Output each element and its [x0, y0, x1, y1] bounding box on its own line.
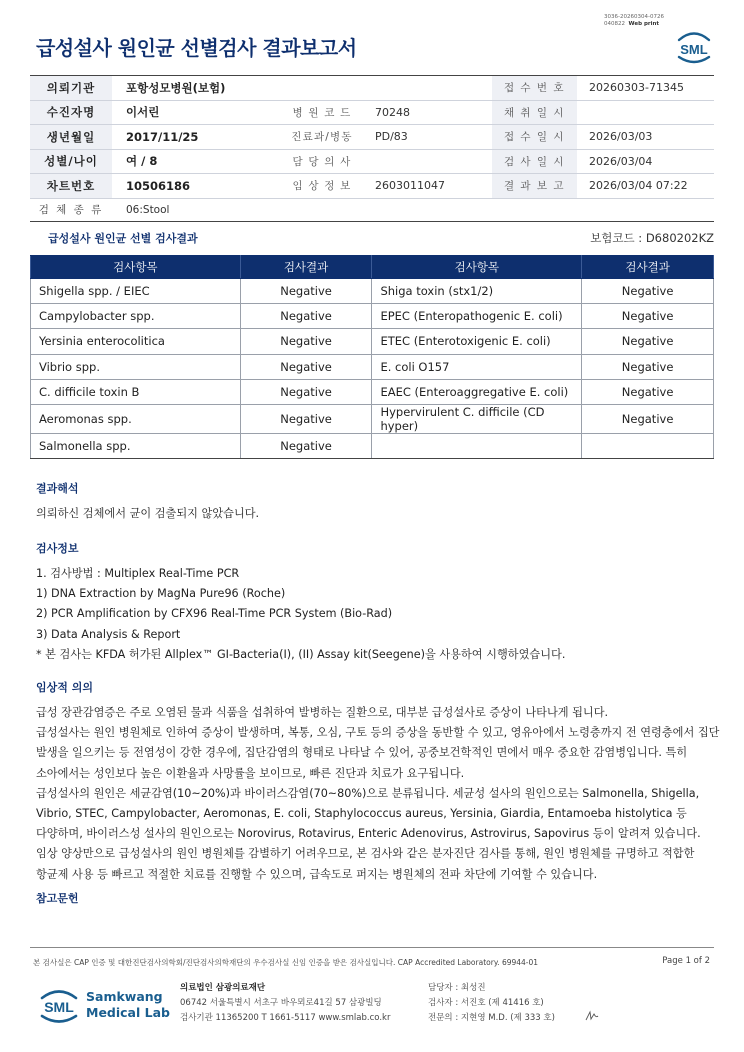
test-result: Negative [240, 279, 372, 304]
test-result [582, 433, 714, 458]
physician [362, 150, 492, 174]
patient-name: 이서린 [126, 105, 160, 120]
logo-text-medical-lab: Medical Lab [86, 1005, 170, 1020]
header-test-item-1: 검사항목 [31, 256, 241, 279]
foundation-name: 의료법인 삼광의료재단 [180, 983, 266, 993]
label-patient-name: 수진자명 [30, 101, 112, 125]
page-number: Page 1 of 2 [662, 956, 710, 966]
test-item: Aeromonas spp. [31, 404, 241, 433]
test-item [372, 433, 582, 458]
references-title: 참고문헌 [36, 892, 79, 905]
clinical-line: 발생을 일으키는 등 전염성이 강한 경우에, 집단감염의 형태로 나타날 수 있어, 공중보건학적인 면에서 매우 중요한 감염병입니다. 특히 [36, 746, 688, 760]
test-item: ETEC (Enterotoxigenic E. coli) [372, 329, 582, 354]
foundation-contact: 검사기관 11365200 T 1661-5117 www.smlab.co.kr [180, 1013, 391, 1023]
label-clinical-info: 임 상 정 보 [282, 174, 362, 198]
interpretation-text: 의뢰하신 검체에서 균이 검출되지 않았습니다. [36, 507, 260, 520]
header-test-item-2: 검사항목 [372, 256, 582, 279]
accreditation-note: 본 검사실은 CAP 인증 및 대한진단검사의학회/진단검사의학재단의 우수검사실 신임 인증을 받은 검사실입니다. CAP Accredited Laboratory. 69944-01 [33, 958, 539, 967]
staff-tester: 검사자 : 서진호 (제 41416 호) [428, 998, 544, 1008]
info-row [30, 101, 714, 126]
test-result: Negative [240, 304, 372, 329]
department: PD/83 [375, 130, 408, 144]
logo-text-samkwang: Samkwang [86, 989, 163, 1004]
label-report-date: 결 과 보 고 [492, 174, 577, 198]
accession-no: 20260303-71345 [589, 81, 684, 95]
test-result: Negative [240, 354, 372, 379]
test-date: 2026/03/04 [589, 154, 653, 168]
test-result: Negative [582, 379, 714, 404]
test-item: E. coli O157 [372, 354, 582, 379]
label-chart-no: 차트번호 [30, 174, 112, 198]
patient-info-table [30, 75, 714, 222]
label-specimen-type: 검 체 종 류 [30, 199, 112, 221]
clinical-line: 급성설사는 원인 병원체로 인하여 증상이 발생하며, 복통, 오심, 구토 등의 증상을 동반할 수 있고, 영유아에서 노령층까지 전 연령층에서 집단 [36, 726, 720, 740]
info-row [30, 199, 714, 222]
clinical-line: 급성 장관감염증은 주로 오염된 물과 식품을 섭취하여 발병하는 질환으로, 대부분 급성설사로 증상이 나타나게 됩니다. [36, 706, 609, 719]
info-row [30, 150, 714, 175]
label-hospital-code: 병 원 코 드 [282, 101, 362, 125]
table-row [31, 329, 714, 354]
info-row [30, 125, 714, 150]
table-row [31, 279, 714, 304]
results-header-row [31, 256, 714, 279]
test-item: EPEC (Enteropathogenic E. coli) [372, 304, 582, 329]
test-result: Negative [582, 354, 714, 379]
table-row [31, 433, 714, 458]
label-received-date: 접 수 일 시 [492, 125, 577, 149]
test-info-line: * 본 검사는 KFDA 허가된 Allplex™ GI-Bacteria(I), (II) Assay kit(Seegene)을 사용하여 시행하였습니다. [36, 647, 566, 661]
label-birth-date: 생년월일 [30, 125, 112, 149]
specimen-type: 06:Stool [126, 203, 170, 216]
header-result-2: 검사결과 [582, 256, 714, 279]
test-info-line: 2) PCR Amplification by CFX96 Real-Time PCR System (Bio-Rad) [36, 607, 393, 621]
results-table [30, 255, 714, 459]
report-date: 2026/03/04 07:22 [589, 179, 688, 193]
interpretation-title: 결과해석 [36, 482, 79, 495]
print-code-line2: 040822 [604, 21, 625, 27]
requesting-institution: 포항성모병원(보험) [126, 80, 226, 95]
test-result: Negative [582, 279, 714, 304]
staff-specialist: 전문의 : 지현영 M.D. (제 333 호) [428, 1013, 555, 1023]
clinical-line: 임상 양상만으로 급성설사의 원인 병원체를 감별하기 어려우므로, 본 검사와 같은 분자진단 검사를 통해, 원인 병원체를 규명하고 적합한 [36, 847, 695, 861]
print-code-line1: 3036-20260304-0726 [604, 14, 664, 20]
received-date: 2026/03/03 [589, 130, 653, 144]
test-item: EAEC (Enteroaggregative E. coli) [372, 379, 582, 404]
test-result: Negative [240, 379, 372, 404]
footer-divider [30, 947, 714, 948]
test-item: Hypervirulent C. difficile (CD hyper) [372, 404, 582, 433]
results-section-title: 급성설사 원인균 선별 검사결과 [48, 232, 198, 245]
table-row [31, 404, 714, 433]
table-row [31, 354, 714, 379]
test-result: Negative [240, 404, 372, 433]
foundation-address: 06742 서울특별시 서초구 바우뫼로41길 57 삼광빌딩 [180, 998, 382, 1008]
clinical-line: 소아에서는 성인보다 높은 이환율과 사망률을 보이므로, 빠른 진단과 치료가 요구됩니다. [36, 766, 465, 780]
table-row [31, 304, 714, 329]
sml-logo-icon [672, 25, 716, 65]
header-result-1: 검사결과 [240, 256, 372, 279]
label-accession-no: 접 수 번 호 [492, 76, 577, 100]
staff-info [428, 981, 555, 1026]
label-sex-age: 성별/나이 [30, 150, 112, 174]
staff-manager: 담당자 : 최성진 [428, 983, 486, 993]
foundation-info [180, 981, 390, 1026]
interpretation-section [36, 480, 259, 524]
test-item: Yersinia enterocolitica [31, 329, 241, 354]
test-result: Negative [582, 304, 714, 329]
birth-date: 2017/11/25 [126, 129, 199, 144]
clinical-section [36, 679, 720, 885]
insurance-code: 보험코드 : D680202KZ [590, 231, 714, 245]
test-result: Negative [240, 329, 372, 354]
signature-icon [584, 1010, 600, 1022]
test-info-line: 1) DNA Extraction by MagNa Pure96 (Roche) [36, 587, 286, 601]
test-result: Negative [582, 404, 714, 433]
print-code [604, 14, 664, 28]
test-result: Negative [240, 433, 372, 458]
references-section [36, 890, 79, 914]
test-item: Shigella spp. / EIEC [31, 279, 241, 304]
collection-date [577, 101, 714, 125]
clinical-line: Vibrio, STEC, Campylobacter, Aeromonas, E. coli, Staphylococcus aureus, Yersinia, Giardia, Entamoeba histolytica 등 [36, 807, 687, 821]
table-row [31, 379, 714, 404]
clinical-line: 다양하며, 바이러스성 설사의 원인으로는 Norovirus, Rotavirus, Enteric Adenovirus, Astrovirus, Sapovirus 등이 알려져 있습니다. [36, 827, 701, 841]
sml-logo-text: SML [680, 42, 708, 57]
web-print-label: Web print [628, 21, 660, 27]
label-requesting-institution: 의뢰기관 [30, 76, 112, 100]
chart-no: 10506186 [126, 178, 191, 193]
label-test-date: 검 사 일 시 [492, 150, 577, 174]
test-info-line: 1. 검사방법 : Multiplex Real-Time PCR [36, 567, 240, 580]
samkwang-logo [36, 980, 176, 1028]
clinical-line: 항균제 사용 등 빠르고 적절한 치료를 진행할 수 있으며, 급속도로 퍼지는 병원체의 전파 차단에 기여할 수 있습니다. [36, 867, 598, 881]
hospital-code: 70248 [375, 105, 410, 119]
sex-age: 여 / 8 [126, 154, 158, 169]
label-physician: 담 당 의 사 [282, 150, 362, 174]
test-item: Vibrio spp. [31, 354, 241, 379]
test-item: C. difficile toxin B [31, 379, 241, 404]
clinical-info: 2603011047 [375, 179, 445, 193]
sml-logo-icon [36, 984, 82, 1026]
test-item: Salmonella spp. [31, 433, 241, 458]
test-info-line: 3) Data Analysis & Report [36, 627, 181, 641]
test-result: Negative [582, 329, 714, 354]
info-row [30, 174, 714, 199]
label-collection-date: 채 취 일 시 [492, 101, 577, 125]
test-item: Shiga toxin (stx1/2) [372, 279, 582, 304]
label-department: 진료과/병동 [282, 125, 362, 149]
test-info-title: 검사정보 [36, 542, 79, 555]
info-row [30, 76, 714, 101]
test-info-section [36, 540, 565, 665]
page-title: 급성설사 원인균 선별검사 결과보고서 [36, 36, 357, 60]
clinical-line: 급성설사의 원인은 세균감염(10~20%)과 바이러스감염(70~80%)으로 분류됩니다. 세균성 설사의 원인으로는 Salmonella, Shigella, [36, 786, 700, 800]
test-item: Campylobacter spp. [31, 304, 241, 329]
clinical-title: 임상적 의의 [36, 681, 93, 694]
sml-logo-text: SML [44, 999, 74, 1015]
